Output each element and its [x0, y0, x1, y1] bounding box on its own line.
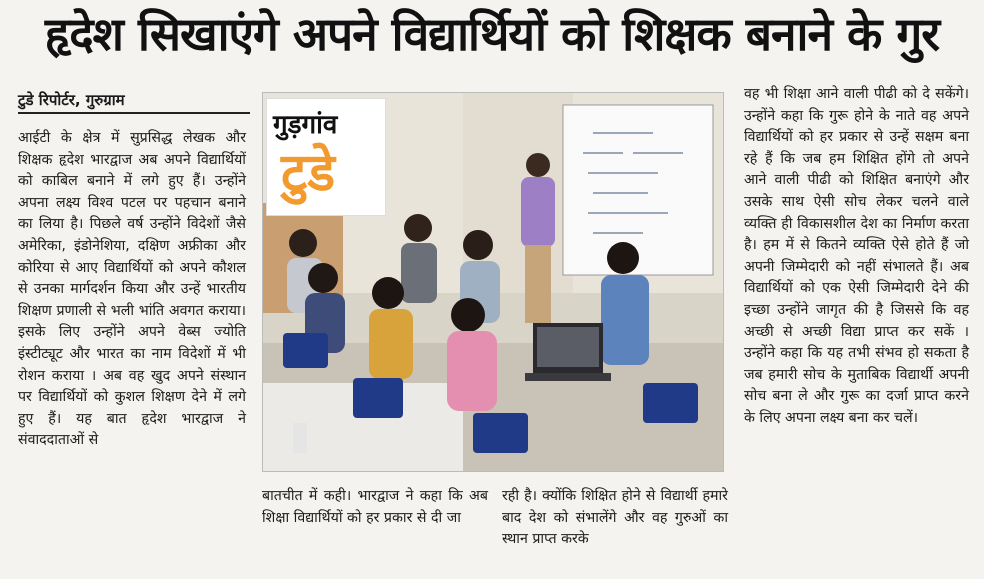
- headline: हृदेश सिखाएंगे अपने विद्यार्थियों को शिक्षक बनाने के गुर: [44, 7, 940, 61]
- gurgaon-today-logo: [266, 98, 386, 216]
- logo-line-2: टुडे: [281, 143, 336, 203]
- article-column-4: वह भी शिक्षा आने वाली पीढी को दे सकेंगे। उन्होंने कहा कि गुरू होने के नाते वह अपने विद्यार्थियों को हर प्रकार से उन्हें सक्षम बना रहे हैं कि जब हम शिक्षित होंगे तो अपने आने वाली पीढी को शिक्षित बनाएंगे और उसके साथ ऐसी सोच लेकर चलने वाले व्यक्ति ही विकासशील देश का निर्माण करता है। हम में से कितने व्यक्ति ऐसे होते हैं जो अपनी जिम्मेदारी को नहीं संभालते हैं। अब विद्यार्थियों को एक ऐसी जिम्मेदारी देने की इच्छा उन्होंने जागृत की है जिससे कि वह अच्छी से अच्छी विद्या प्राप्त कर सकें । उन्होंने कहा कि यह तभी संभव हो सकता है जब हमारी सोच के मुताबिक विद्यार्थी अपनी सोच बना ले और गुरू का दर्जा प्राप्त करने के लिए अपना लक्ष्य बना कर चलें।: [744, 86, 969, 426]
- article-column-1: आईटी के क्षेत्र में सुप्रसिद्ध लेखक और शिक्षक हृदेश भारद्वाज अब अपने विद्यार्थियों को काबिल बनाने में लगे हुए हैं। उन्होंने अपना लक्ष्य विश्व पटल पर पहचान बनाने का लिया है। पिछले वर्ष उन्होंने विदेशों जैसे अमेरिका, इंडोनेशिया, दक्षिण अफ्रीका और कोरिया से आए विद्यार्थियों को अपने कौशल से उनका मार्गदर्शन किया और उन्हें भारतीय शिक्षण प्रणाली से भली भांति अवगत कराया। इसके लिए उन्होंने अपने वेब्स ज्योति इंस्टीट्यूट और भारत का नाम विदेशों में भी रोशन कराया । अब वह खुद अपने संस्थान पर विद्यार्थियों को कुशल शिक्षण देने में लगे हुए हैं। यह बात हृदेश भारद्वाज ने संवाददाताओं से: [18, 130, 246, 449]
- byline: टुडे रिपोर्टर, गुरुग्राम: [18, 91, 125, 109]
- byline-rule: [18, 112, 250, 114]
- article-column-3: रही है। क्योंकि शिक्षित होने से विद्यार्थी हमारे बाद देश को संभालेंगे और वह गुरुओं का स्थान प्राप्त करके: [502, 488, 728, 548]
- article-column-2: बातचीत में कही। भारद्वाज ने कहा कि अब शिक्षा विद्यार्थियों को हर प्रकार से दी जा: [262, 488, 488, 526]
- logo-line-1: गुड़गांव: [273, 110, 338, 140]
